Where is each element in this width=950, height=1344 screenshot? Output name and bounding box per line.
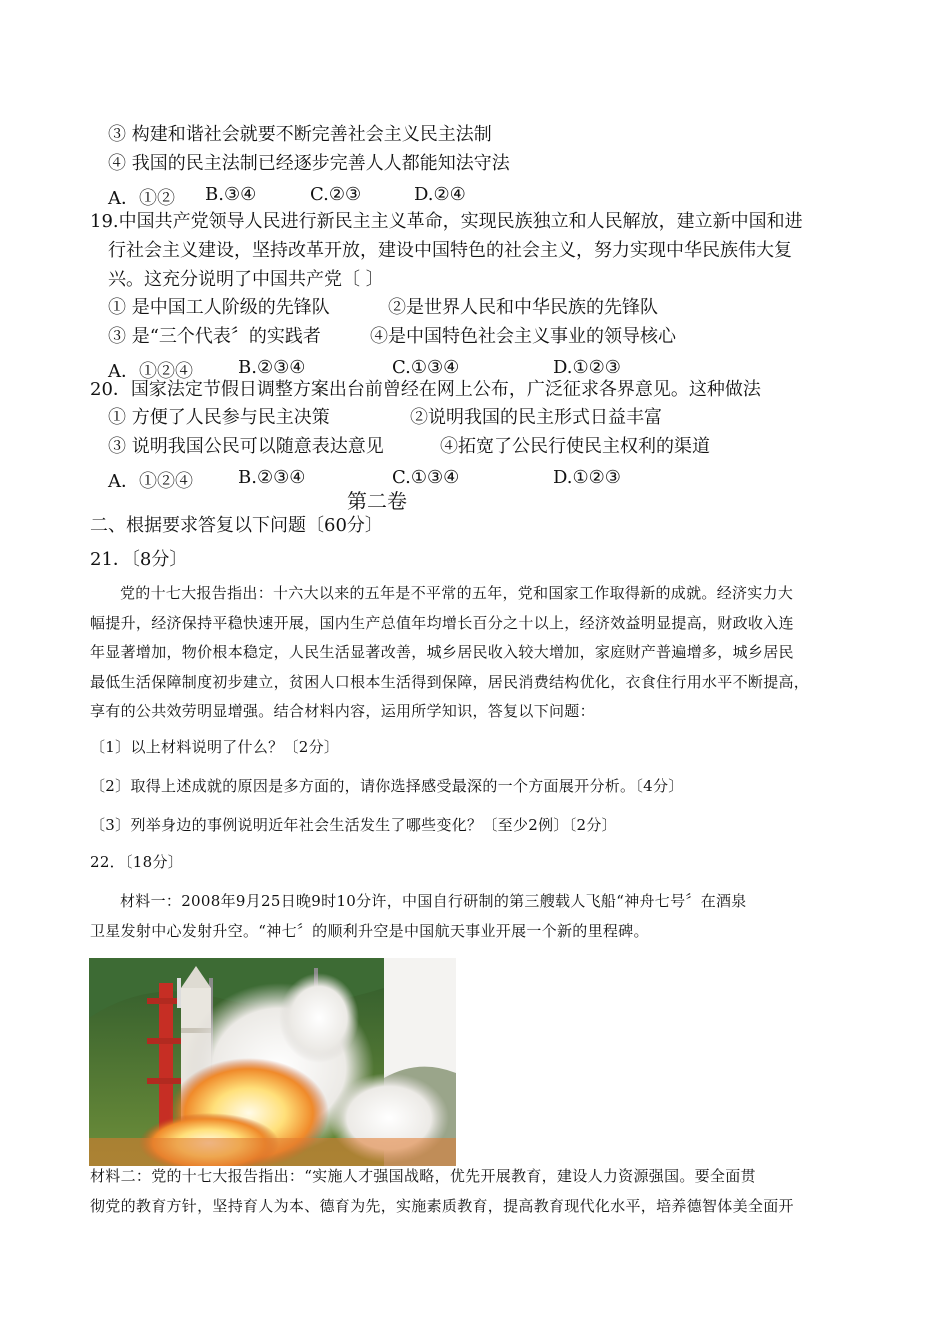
q19-stem-line-3: 兴。这充分说明了中国共产党〔 〕 <box>108 269 384 290</box>
q18-item-3: ③ 构建和谐社会就要不断完善社会主义民主法制 <box>108 124 492 145</box>
q19-option-d: D.①②③ <box>553 357 621 378</box>
q21-para-line-1: 党的十七大报告指出：十六大以来的五年是不平常的五年，党和国家工作取得新的成就。经济实力大 <box>120 584 794 602</box>
q22-material-2-line-2: 彻党的教育方针，坚持育人为本、德育为先，实施素质教育，提高教育现代化水平，培养德智体美全面开 <box>90 1197 794 1215</box>
q21-sub-question-1: 〔1〕以上材料说明了什么？〔2分〕 <box>90 738 340 756</box>
q19-stem-line-1: 19.中国共产党领导人民进行新民主主义革命，实现民族独立和人民解放，建立新中国和进 <box>90 211 803 232</box>
q19-item-1: ① 是中国工人阶级的先锋队 <box>108 297 330 318</box>
q21-para-line-3: 年显著增加，物价根本稳定，人民生活显著改善，城乡居民收入较大增加，家庭财产普遍增多，城乡居民 <box>90 643 794 661</box>
q22-material-2-line-1: 材料二：党的十七大报告指出：“实施人才强国战略，优先开展教育，建设人力资源强国。要全面贯 <box>90 1167 756 1185</box>
rocket-launch-photo <box>89 958 456 1166</box>
q22-label: 22．〔18分〕 <box>90 853 184 871</box>
q19-option-a: A．①②④ <box>108 361 193 382</box>
q20-item-1: ① 方便了人民参与民主决策 <box>108 407 330 428</box>
q22-material-1-line-2: 卫星发射中心发射升空。“神七〞的顺利升空是中国航天事业开展一个新的里程碑。 <box>90 922 649 940</box>
part-heading: 二、根据要求答复以下问题〔60分〕 <box>90 515 383 536</box>
q19-item-4: ④是中国特色社会主义事业的领导核心 <box>370 326 676 347</box>
q18-option-a: A．①② <box>108 188 175 209</box>
q20-option-a: A．①②④ <box>108 471 193 492</box>
q21-para-line-4: 最低生活保障制度初步建立，贫困人口根本生活得到保障，居民消费结构优化，衣食住行用水平不断提高， <box>90 673 810 691</box>
part-title: 第二卷 <box>347 489 407 513</box>
q18-item-4: ④ 我国的民主法制已经逐步完善人人都能知法守法 <box>108 153 510 174</box>
q19-item-3: ③ 是“三个代表〞的实践者 <box>108 326 321 347</box>
q18-option-c: C.②③ <box>310 184 362 205</box>
q22-material-1-line-1: 材料一：2008年9月25日晚9时10分许，中国自行研制的第三艘载人飞船“神舟七号〞在酒泉 <box>120 892 747 910</box>
q18-option-d: D.②④ <box>414 184 466 205</box>
q20-item-3: ③ 说明我国公民可以随意表达意见 <box>108 436 384 457</box>
q21-para-line-5: 享有的公共效劳明显增强。结合材料内容，运用所学知识，答复以下问题： <box>90 702 595 720</box>
q20-option-b: B.②③④ <box>238 467 306 488</box>
q19-option-c: C.①③④ <box>392 357 460 378</box>
q20-item-2: ②说明我国的民主形式日益丰富 <box>410 407 662 428</box>
q20-stem-line-1: 20．国家法定节假日调整方案出台前曾经在网上公布，广泛征求各界意见。这种做法 <box>90 379 761 400</box>
q21-sub-question-2: 〔2〕取得上述成就的原因是多方面的，请你选择感受最深的一个方面展开分析。〔4分〕 <box>90 777 684 795</box>
q21-sub-question-3: 〔3〕列举身边的事例说明近年社会生活发生了哪些变化？〔至少2例〕〔2分〕 <box>90 816 617 834</box>
q21-para-line-2: 幅提升，经济保持平稳快速开展，国内生产总值年均增长百分之十以上，经济效益明显提高，财政收入连 <box>90 614 794 632</box>
q18-option-b: B.③④ <box>205 184 257 205</box>
q19-stem-line-2: 行社会主义建设，坚持改革开放，建设中国特色的社会主义，努力实现中华民族伟大复 <box>108 240 792 261</box>
q20-option-d: D.①②③ <box>553 467 621 488</box>
q19-item-2: ②是世界人民和中华民族的先锋队 <box>388 297 658 318</box>
q21-label: 21．〔8分〕 <box>90 549 188 570</box>
q20-option-c: C.①③④ <box>392 467 460 488</box>
q19-option-b: B.②③④ <box>238 357 306 378</box>
q20-item-4: ④拓宽了公民行使民主权利的渠道 <box>440 436 710 457</box>
